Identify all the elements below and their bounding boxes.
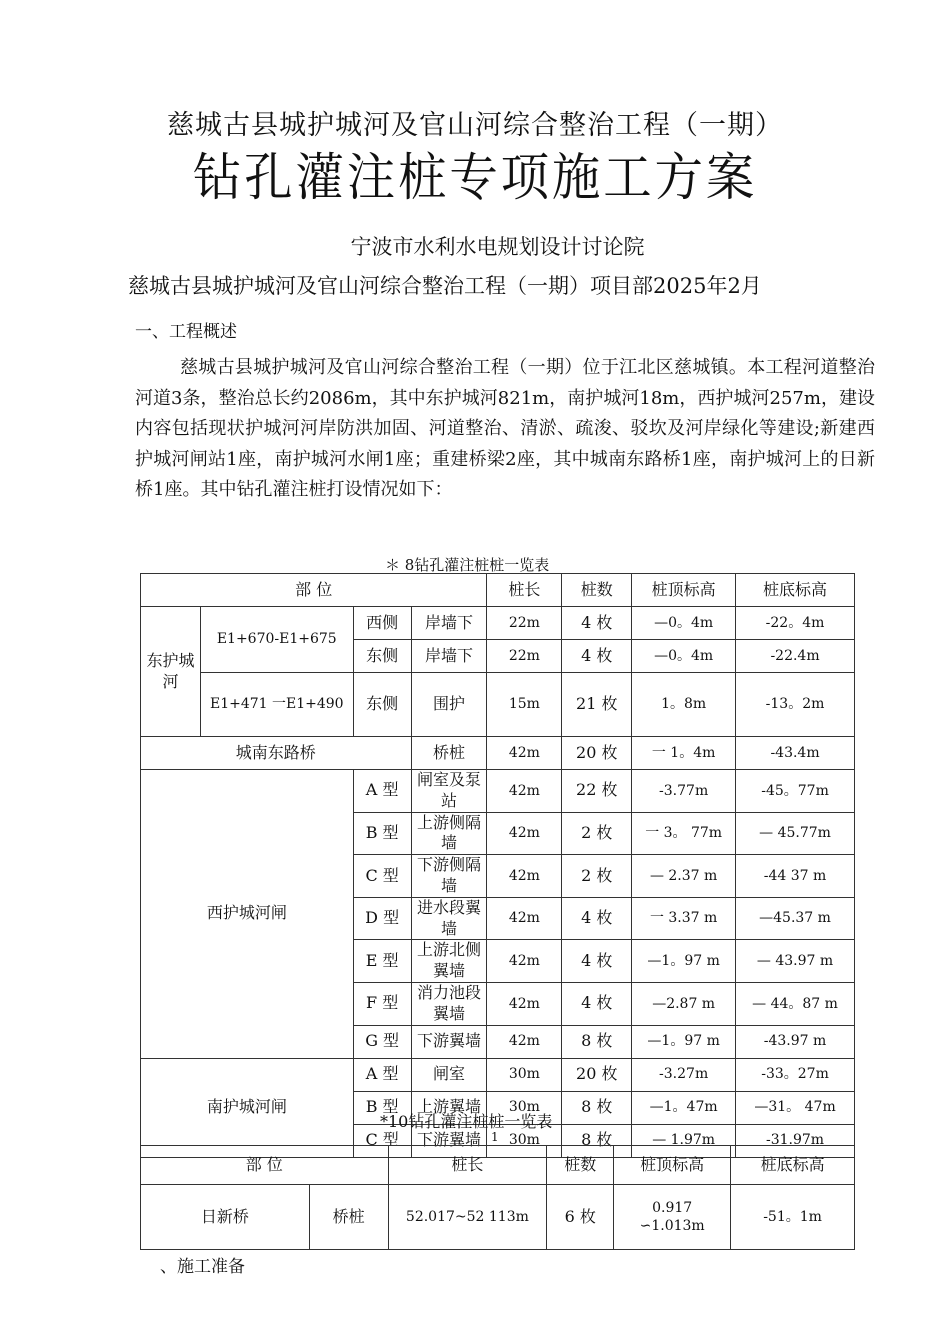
length-cell: 42m <box>487 737 562 770</box>
table-row <box>141 673 855 737</box>
bottom-cell: -31.97m <box>736 1124 855 1157</box>
header-bottom-elevation: 桩底标高 <box>736 574 855 607</box>
table-row <box>141 770 855 813</box>
table-header-row <box>141 1146 855 1185</box>
top-cell: 一 1。4m <box>632 737 736 770</box>
pile-table-2 <box>140 1145 855 1250</box>
bottom-cell: —31。 47m <box>736 1091 855 1124</box>
count-cell: 4 枚 <box>562 982 632 1025</box>
count-cell: 2 枚 <box>562 812 632 855</box>
south-gate-cell: 南护城河闸 <box>141 1058 354 1157</box>
length-cell: 42m <box>487 940 562 983</box>
bottom-cell: -43.4m <box>736 737 855 770</box>
bottom-cell: — 43.97 m <box>736 940 855 983</box>
project-department-date: 慈城古县城护城河及官山河综合整治工程（一期）项目部2025年2月 <box>128 274 762 298</box>
top-cell: — 2.37 m <box>632 855 736 898</box>
range-cell: E1+471 一E1+490 <box>200 673 353 737</box>
pile-table-1 <box>140 573 855 1158</box>
length-cell: 42m <box>487 1025 562 1058</box>
length-cell: 42m <box>487 855 562 898</box>
part-cell: 消力池段翼墙 <box>411 982 487 1025</box>
document-title: 钻孔灌注桩专项施工方案 <box>192 149 758 208</box>
part-cell: 岸墙下 <box>411 607 487 640</box>
header-bottom-elevation: 桩底标高 <box>731 1146 855 1185</box>
part-cell: 进水段翼墙 <box>411 897 487 940</box>
organization-name: 宁波市水利水电规划设计讨论院 <box>350 235 645 259</box>
section-heading-preparation: 、施工准备 <box>160 1257 245 1277</box>
top-cell: —2.87 m <box>632 982 736 1025</box>
top-cell: 一 3。 77m <box>632 812 736 855</box>
section-heading-overview: 一、工程概述 <box>135 322 237 342</box>
count-cell: 20 枚 <box>562 737 632 770</box>
length-cell: 42m <box>487 812 562 855</box>
type-cell: C 型 <box>353 855 411 898</box>
length-cell: 30m <box>487 1124 562 1157</box>
top-cell: 1。8m <box>632 673 736 737</box>
top-cell: -3.27m <box>632 1058 736 1091</box>
part-cell: 下游翼墙 <box>411 1025 487 1058</box>
table-row <box>141 1058 855 1091</box>
page-number: 1 <box>491 1130 499 1144</box>
bottom-cell: -45。77m <box>736 770 855 813</box>
part-cell: 下游侧隔墙 <box>411 855 487 898</box>
table-row <box>141 607 855 640</box>
east-moat-cell: 东护城河 <box>141 607 201 737</box>
side-cell: 西侧 <box>353 607 411 640</box>
bridge-name-cell: 城南东路桥 <box>141 737 412 770</box>
part-cell: 岸墙下 <box>411 640 487 673</box>
side-cell: 东侧 <box>353 673 411 737</box>
bridge-name-cell: 日新桥 <box>141 1185 310 1250</box>
table1-caption: ＊ 8钻孔灌注桩桩一览表 <box>385 556 550 574</box>
count-cell: 8 枚 <box>562 1025 632 1058</box>
bottom-cell: -51。1m <box>731 1185 855 1250</box>
table2-caption: *10钻孔灌注桩桩一览表 <box>380 1112 553 1131</box>
table-row <box>141 737 855 770</box>
header-location: 部 位 <box>141 574 487 607</box>
bottom-cell: -22.4m <box>736 640 855 673</box>
bottom-cell: -13。2m <box>736 673 855 737</box>
top-cell: 一 3.37 m <box>632 897 736 940</box>
header-count: 桩数 <box>562 574 632 607</box>
top-cell: —1。97 m <box>632 1025 736 1058</box>
count-cell: 22 枚 <box>562 770 632 813</box>
bottom-cell: — 44。87 m <box>736 982 855 1025</box>
part-cell: 闸室及泵站 <box>411 770 487 813</box>
top-cell: —1。97 m <box>632 940 736 983</box>
length-cell: 52.017~52 113m <box>388 1185 547 1250</box>
document-subtitle: 慈城古县城护城河及官山河综合整治工程（一期） <box>167 110 783 141</box>
count-cell: 4 枚 <box>562 607 632 640</box>
type-cell: D 型 <box>353 897 411 940</box>
top-cell: —0。4m <box>632 607 736 640</box>
count-cell: 4 枚 <box>562 940 632 983</box>
range-cell: E1+670-E1+675 <box>200 607 353 673</box>
top-cell: — 1.97m <box>632 1124 736 1157</box>
west-gate-cell: 西护城河闸 <box>141 770 354 1059</box>
type-cell: A 型 <box>353 770 411 813</box>
count-cell: 8 枚 <box>562 1124 632 1157</box>
part-cell: 上游侧隔墙 <box>411 812 487 855</box>
type-cell: A 型 <box>353 1058 411 1091</box>
length-cell: 22m <box>487 640 562 673</box>
type-cell: G 型 <box>353 1025 411 1058</box>
type-cell: C 型 <box>353 1124 411 1157</box>
count-cell: 4 枚 <box>562 897 632 940</box>
part-cell: 上游翼墙 <box>411 1091 487 1124</box>
length-cell: 42m <box>487 982 562 1025</box>
top-cell: —0。4m <box>632 640 736 673</box>
top-cell: —1。47m <box>632 1091 736 1124</box>
length-cell: 22m <box>487 607 562 640</box>
count-cell: 20 枚 <box>562 1058 632 1091</box>
length-cell: 15m <box>487 673 562 737</box>
side-cell: 东侧 <box>353 640 411 673</box>
bottom-cell: -43.97 m <box>736 1025 855 1058</box>
type-cell: B 型 <box>353 812 411 855</box>
bottom-cell: —45.37 m <box>736 897 855 940</box>
part-cell: 桥桩 <box>309 1185 388 1250</box>
count-cell: 21 枚 <box>562 673 632 737</box>
count-cell: 2 枚 <box>562 855 632 898</box>
part-cell: 桥桩 <box>411 737 487 770</box>
count-cell: 6 枚 <box>547 1185 614 1250</box>
length-cell: 30m <box>487 1091 562 1124</box>
header-location: 部 位 <box>141 1146 389 1185</box>
header-count: 桩数 <box>547 1146 614 1185</box>
header-top-elevation: 桩顶标高 <box>614 1146 731 1185</box>
count-cell: 4 枚 <box>562 640 632 673</box>
part-cell: 上游北侧翼墙 <box>411 940 487 983</box>
type-cell: E 型 <box>353 940 411 983</box>
count-cell: 8 枚 <box>562 1091 632 1124</box>
length-cell: 30m <box>487 1058 562 1091</box>
type-cell: F 型 <box>353 982 411 1025</box>
table-row <box>141 1185 855 1250</box>
header-length: 桩长 <box>487 574 562 607</box>
bottom-cell: -22。4m <box>736 607 855 640</box>
part-cell: 闸室 <box>411 1058 487 1091</box>
type-cell: B 型 <box>353 1091 411 1124</box>
header-top-elevation: 桩顶标高 <box>632 574 736 607</box>
length-cell: 42m <box>487 770 562 813</box>
length-cell: 42m <box>487 897 562 940</box>
overview-paragraph: 慈城古县城护城河及官山河综合整治工程（一期）位于江北区慈城镇。本工程河道整治河道3条，整治总长约2086m，其中东护城河821m，南护城河18m，西护城河257m，建设内容包括现状护城河河岸防洪加固、河道整治、清淤、疏浚、驳坎及河岸绿化等建设;新建西护城河闸站1座，南护城河水闸1座；重建桥梁2座，其中城南东路桥1座，南护城河上的日新桥1座。其中钻孔灌注桩打设情况如下： <box>135 357 875 500</box>
top-cell: 0.917 ∽1.013m <box>614 1185 731 1250</box>
bottom-cell: -44 37 m <box>736 855 855 898</box>
header-length: 桩长 <box>388 1146 547 1185</box>
part-cell: 下游翼墙 <box>411 1124 487 1157</box>
bottom-cell: -33。27m <box>736 1058 855 1091</box>
table-header-row <box>141 574 855 607</box>
part-cell: 围护 <box>411 673 487 737</box>
bottom-cell: — 45.77m <box>736 812 855 855</box>
top-cell: -3.77m <box>632 770 736 813</box>
